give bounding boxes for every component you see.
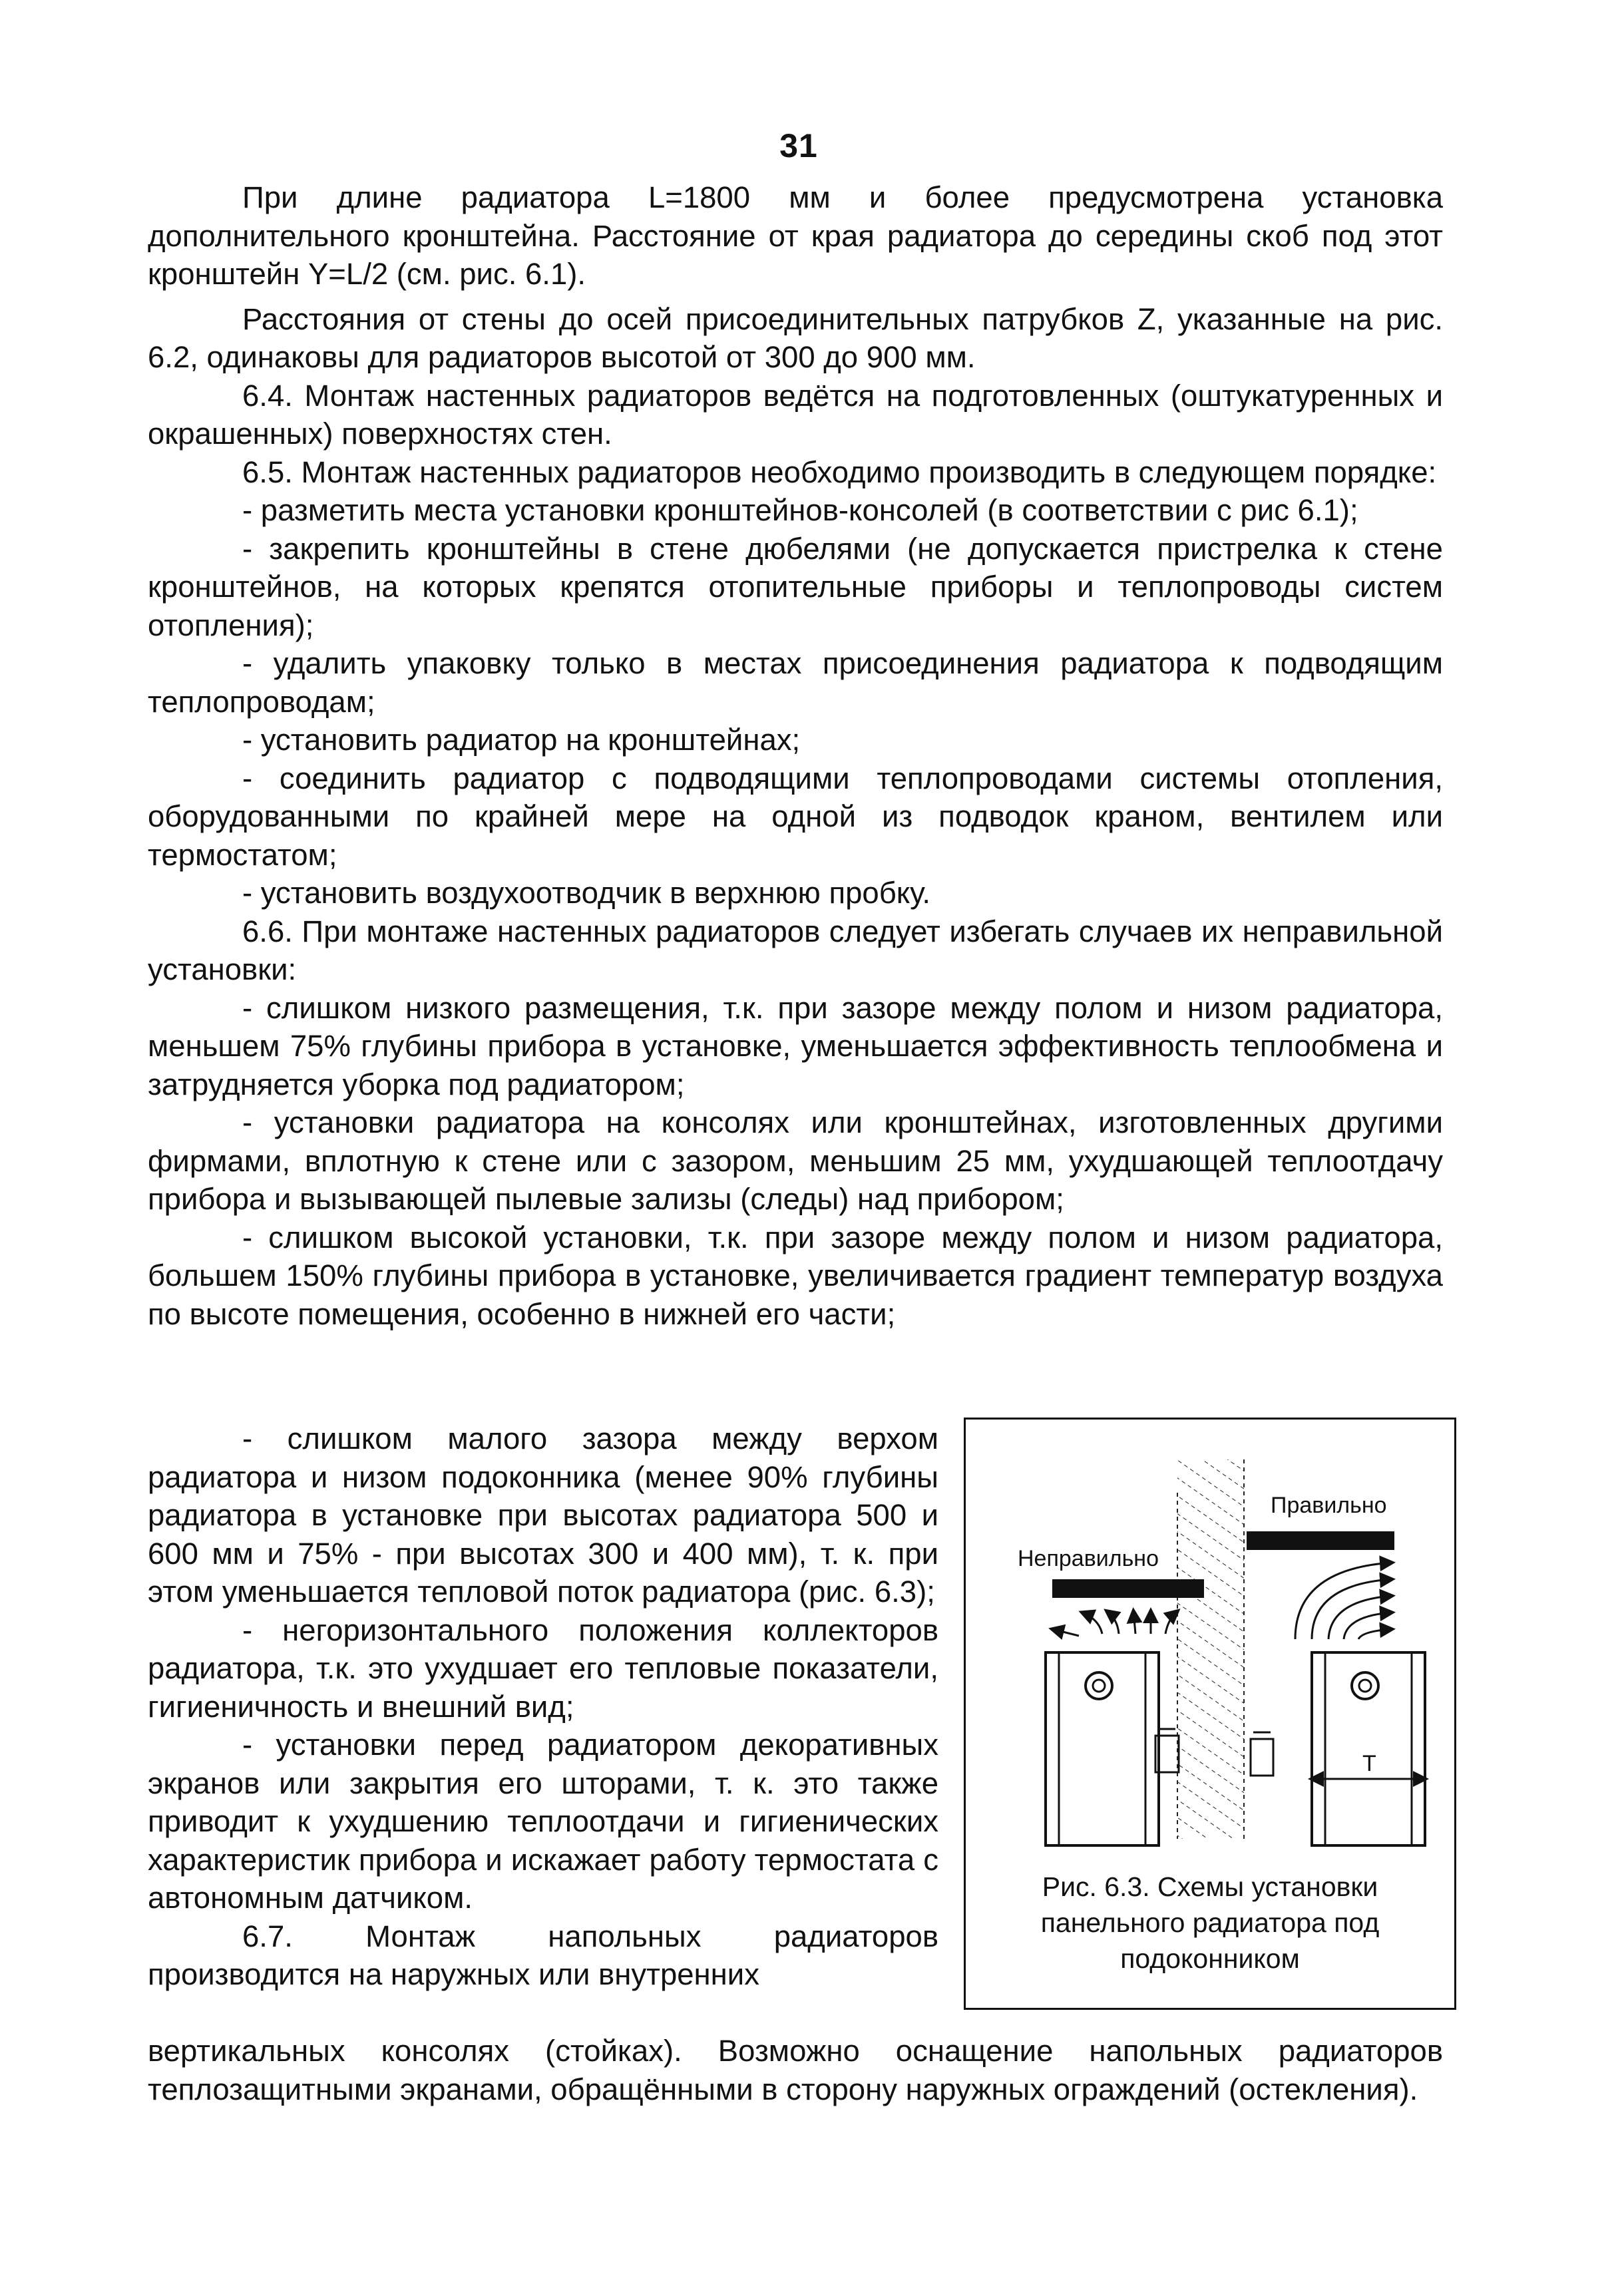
paragraph: вертикальных консолях (стойках). Возможно оснащение напольных радиаторов теплозащитными экранами, обращёнными в сторону наружных ограждений (остекления). bbox=[148, 2034, 1443, 2106]
list-item: - слишком низкого размещения, т.к. при зазоре между полом и низом радиатора, меньшем 75% глубины прибора в установке, уменьшается эффективность теплообмена и затрудняется уборка под радиатором; bbox=[148, 990, 1443, 1101]
radiator-incorrect bbox=[1046, 1652, 1179, 1845]
dimension-t-label: T bbox=[1362, 1751, 1376, 1776]
airflow-arrows-correct bbox=[1295, 1563, 1392, 1639]
paragraph: 6.6. При монтаже настенных радиаторов следует избегать случаев их неправильной установки: bbox=[148, 914, 1443, 986]
page-number: 31 bbox=[779, 127, 818, 164]
text-block-top bbox=[148, 178, 1443, 1333]
window-sill-incorrect bbox=[1052, 1579, 1204, 1598]
list-item: - слишком высокой установки, т.к. при зазоре между полом и низом радиатора, большем 150% глубины прибора в установке, увеличивается градиент температур воздуха по высоте помещения, особенно в нижней его части; bbox=[148, 1220, 1443, 1331]
list-item: - соединить радиатор с подводящими теплопроводами системы отопления, оборудованными по крайней мере на одной из подводок краном, вентилем или термостатом; bbox=[148, 761, 1443, 872]
window-sill-correct bbox=[1247, 1531, 1394, 1550]
list-item: - установить радиатор на кронштейнах; bbox=[242, 723, 801, 757]
list-item: - установки перед радиатором декоративных экранов или закрытия его шторами, т. к. это также приводит к ухудшению теплоотдачи и гигиенических характеристик прибора и искажает работу термостата с автономным датчиком. bbox=[148, 1728, 938, 1915]
caption-line: подоконником bbox=[1120, 1943, 1300, 1974]
radiator-installation-diagram bbox=[966, 1420, 1454, 1859]
list-item: - установить воздухоотводчик в верхнюю пробку. bbox=[242, 876, 931, 910]
list-item: - слишком малого зазора между верхом радиатора и низом подоконника (менее 90% глубины радиатора в установке при высотах радиатора 500 и 600 мм и 75% - при высотах 300 и 400 мм), т. к. при этом уменьшается тепловой поток радиатора (рис. 6.3); bbox=[148, 1422, 938, 1609]
airflow-arrows-incorrect bbox=[1052, 1611, 1177, 1636]
text-block-left bbox=[148, 1420, 938, 1994]
radiator-correct bbox=[1251, 1652, 1425, 1845]
paragraph: 6.7. Монтаж напольных радиаторов производится на наружных или внутренних bbox=[148, 1919, 938, 1991]
caption-line: панельного радиатора под bbox=[1040, 1907, 1380, 1938]
paragraph: При длине радиатора L=1800 мм и более предусмотрена установка дополнительного кронштейна. Расстояние от края радиатора до середины скоб под этот кронштейн Y=L/2 (см. рис. 6.1). bbox=[148, 180, 1443, 291]
figure-caption bbox=[966, 1869, 1454, 1977]
wall-hatched bbox=[1177, 1459, 1244, 1839]
figure-6-3 bbox=[964, 1418, 1456, 2010]
paragraph: Расстояния от стены до осей присоединительных патрубков Z, указанные на рис. 6.2, одинаковы для радиаторов высотой от 300 до 900 мм. bbox=[148, 301, 1443, 374]
text-block-bottom bbox=[148, 2032, 1443, 2108]
list-item: - негоризонтального положения коллекторов радиатора, т.к. это ухудшает его тепловые показатели, гигиеничность и внешний вид; bbox=[148, 1613, 938, 1724]
paragraph: 6.4. Монтаж настенных радиаторов ведётся на подготовленных (оштукатуренных и окрашенных) поверхностях стен. bbox=[148, 378, 1443, 451]
list-item: - установки радиатора на консолях или кронштейнах, изготовленных другими фирмами, вплотную к стене или с зазором, меньшим 25 мм, ухудшающей теплоотдачу прибора и вызывающей пылевые зализы (следы) над прибором; bbox=[148, 1105, 1443, 1216]
list-item: - закрепить кронштейны в стене дюбелями (не допускается пристрелка к стене кронштейнов, на которых крепятся отопительные приборы и теплопроводы систем отопления); bbox=[148, 531, 1443, 642]
paragraph: 6.5. Монтаж настенных радиаторов необходимо производить в следующем порядке: bbox=[242, 455, 1437, 489]
list-item: - разметить места установки кронштейнов-консолей (в соответствии с рис 6.1); bbox=[242, 493, 1358, 527]
label-incorrect: Неправильно bbox=[1018, 1546, 1159, 1571]
list-item: - удалить упаковку только в местах присоединения радиатора к подводящим теплопроводам; bbox=[148, 646, 1443, 719]
label-correct: Правильно bbox=[1271, 1493, 1387, 1518]
caption-line: Рис. 6.3. Схемы установки bbox=[1042, 1871, 1378, 1902]
